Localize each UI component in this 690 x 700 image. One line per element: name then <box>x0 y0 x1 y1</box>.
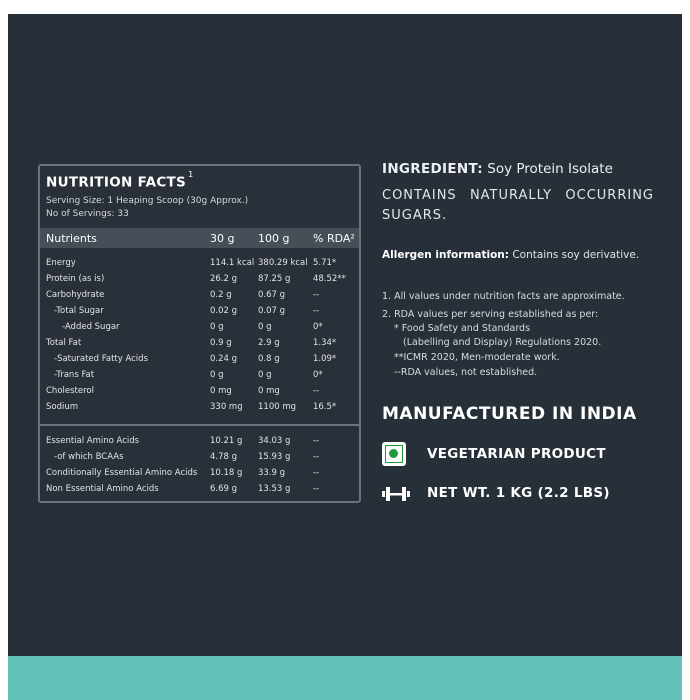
row-value-rda: -- <box>313 436 320 446</box>
nutrition-facts-title: NUTRITION FACTS $^1$ <box>46 170 194 191</box>
header-nutrients: Nutrients <box>46 232 97 245</box>
row-value-rda: -- <box>313 306 320 316</box>
label-panel <box>8 14 682 700</box>
allergen-value: Contains soy derivative. <box>512 249 640 261</box>
table-row <box>40 290 359 304</box>
row-label: Total Fat <box>46 338 82 348</box>
note-2d: --RDA values, not established. <box>394 367 538 378</box>
row-value-rda: -- <box>313 468 320 478</box>
note-2: 2. RDA values per serving established as per: <box>382 309 599 320</box>
row-value-30g: 0.24 g <box>210 354 238 364</box>
row-label: Conditionally Essential Amino Acids <box>46 468 198 478</box>
row-value-30g: 114.1 kcal <box>210 258 255 268</box>
table-row <box>40 306 359 320</box>
row-value-100g: 0.67 g <box>258 290 286 300</box>
table-row <box>40 436 359 450</box>
row-label: Energy <box>46 258 76 268</box>
header-30g: 30 g <box>210 232 235 245</box>
contains-sugars-text: CONTAINS NATURALLY OCCURRING SUGARS. <box>382 188 654 223</box>
row-label: -Added Sugar <box>62 322 120 332</box>
manufactured-in-india: MANUFACTURED IN INDIA <box>382 404 637 424</box>
row-value-30g: 4.78 g <box>210 452 238 462</box>
row-value-30g: 10.21 g <box>210 436 243 446</box>
row-value-30g: 0.9 g <box>210 338 232 348</box>
note-1: 1. All values under nutrition facts are approximate. <box>382 291 625 302</box>
table-row <box>40 386 359 400</box>
header-rda: % RDA² <box>313 232 355 245</box>
row-value-rda: 0* <box>313 370 323 380</box>
row-label: Carbohydrate <box>46 290 105 300</box>
row-label: -Total Sugar <box>54 306 104 316</box>
row-value-rda: -- <box>313 452 320 462</box>
row-value-rda: 0* <box>313 322 323 332</box>
note-2c: **ICMR 2020, Men-moderate work. <box>394 352 560 363</box>
table-row <box>40 484 359 498</box>
row-label: -Trans Fat <box>54 370 95 380</box>
row-value-100g: 0.07 g <box>258 306 286 316</box>
note-2a: * Food Safety and Standards <box>394 323 531 334</box>
mint-footer-band <box>8 656 682 700</box>
row-value-100g: 0 g <box>258 322 272 332</box>
row-value-100g: 87.25 g <box>258 274 291 284</box>
table-row <box>40 370 359 384</box>
allergen-info <box>382 249 639 261</box>
row-value-100g: 0.8 g <box>258 354 280 364</box>
row-value-30g: 0 mg <box>210 386 232 396</box>
row-value-100g: 2.9 g <box>258 338 280 348</box>
note-2b: (Labelling and Display) Regulations 2020. <box>403 337 602 348</box>
table-divider <box>40 424 359 426</box>
header-100g: 100 g <box>258 232 290 245</box>
row-label: Protein (as is) <box>46 274 105 284</box>
row-label: Sodium <box>46 402 79 412</box>
ingredient-value: Soy Protein Isolate <box>487 161 613 177</box>
row-value-30g: 0 g <box>210 370 224 380</box>
row-value-30g: 6.69 g <box>210 484 238 494</box>
row-value-rda: -- <box>313 386 320 396</box>
row-value-100g: 13.53 g <box>258 484 291 494</box>
row-label: -of which BCAAs <box>54 452 124 462</box>
allergen-label: Allergen information: <box>382 249 509 261</box>
row-value-30g: 0.02 g <box>210 306 238 316</box>
table-row <box>40 452 359 466</box>
row-label: -Saturated Fatty Acids <box>54 354 148 364</box>
vegetarian-mark-icon <box>382 442 406 466</box>
row-value-100g: 34.03 g <box>258 436 291 446</box>
row-value-30g: 330 mg <box>210 402 243 412</box>
row-value-rda: 1.34* <box>313 338 337 348</box>
nutrition-facts-table <box>38 164 361 503</box>
row-value-100g: 33.9 g <box>258 468 286 478</box>
row-value-30g: 10.18 g <box>210 468 243 478</box>
table-row <box>40 354 359 368</box>
row-value-100g: 380.29 kcal <box>258 258 308 268</box>
row-value-100g: 1100 mg <box>258 402 297 412</box>
row-label: Cholesterol <box>46 386 94 396</box>
row-value-rda: 48.52** <box>313 274 346 284</box>
table-header <box>40 228 359 248</box>
table-row <box>40 322 359 336</box>
row-value-rda: 1.09* <box>313 354 337 364</box>
row-value-100g: 0 mg <box>258 386 280 396</box>
row-value-100g: 0 g <box>258 370 272 380</box>
row-label: Essential Amino Acids <box>46 436 140 446</box>
serving-size: Serving Size: 1 Heaping Scoop (30g Approx.) <box>46 196 249 206</box>
net-weight-label: NET WT. 1 KG (2.2 LBS) <box>427 485 610 501</box>
table-row <box>40 274 359 288</box>
row-value-rda: 5.71* <box>313 258 337 268</box>
row-value-30g: 0.2 g <box>210 290 232 300</box>
ingredient-label: INGREDIENT: <box>382 161 483 177</box>
row-value-rda: 16.5* <box>313 402 337 412</box>
table-row <box>40 258 359 272</box>
row-value-100g: 15.93 g <box>258 452 291 462</box>
table-row <box>40 338 359 352</box>
row-value-30g: 0 g <box>210 322 224 332</box>
dumbbell-icon <box>382 486 410 502</box>
row-value-rda: -- <box>313 484 320 494</box>
vegetarian-product-label: VEGETARIAN PRODUCT <box>427 446 606 462</box>
table-row <box>40 402 359 416</box>
row-label: Non Essential Amino Acids <box>46 484 159 494</box>
row-value-30g: 26.2 g <box>210 274 238 284</box>
row-value-rda: -- <box>313 290 320 300</box>
servings-count: No of Servings: 33 <box>46 209 129 219</box>
ingredient-line <box>382 161 613 177</box>
table-row <box>40 468 359 482</box>
